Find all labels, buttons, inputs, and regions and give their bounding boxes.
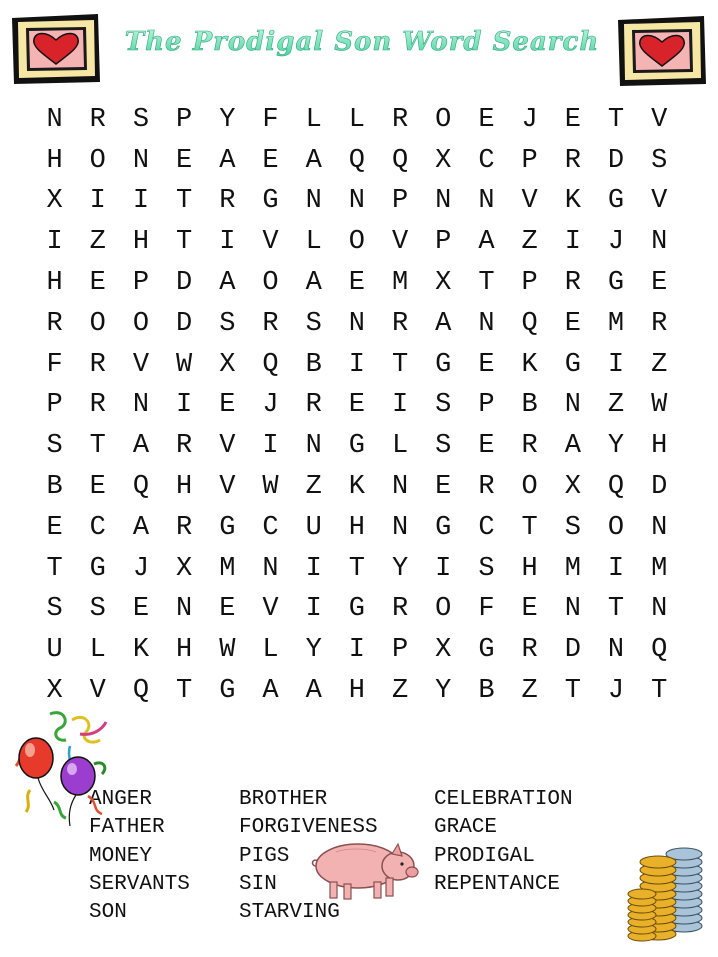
grid-letter: S: [435, 390, 452, 421]
grid-letter: V: [89, 676, 106, 707]
grid-letter: L: [348, 104, 365, 135]
grid-letter: T: [564, 676, 581, 707]
grid-letter: N: [564, 594, 581, 625]
grid-letter: Q: [391, 145, 409, 176]
grid-letter: S: [305, 308, 322, 339]
grid-letter: E: [132, 594, 150, 625]
grid-row: [33, 100, 693, 141]
grid-letter: H: [521, 553, 538, 584]
grid-letter: H: [46, 268, 63, 299]
grid-letter: L: [305, 227, 322, 258]
grid-letter: P: [435, 227, 452, 258]
grid-letter: N: [305, 431, 322, 462]
grid-letter: Q: [348, 145, 365, 176]
grid-letter: C: [89, 512, 106, 543]
grid-letter: Q: [262, 349, 279, 380]
grid-letter: R: [219, 186, 236, 217]
grid-letter: O: [521, 472, 538, 503]
grid-letter: C: [478, 512, 495, 543]
grid-row: [33, 386, 693, 427]
grid-row: [33, 671, 693, 712]
heart-frame-right-icon: [616, 14, 708, 88]
grid-letter: O: [89, 145, 106, 176]
grid-letter: X: [176, 553, 193, 584]
grid-letter: L: [262, 635, 279, 666]
grid-letter: U: [46, 635, 63, 666]
grid-letter: D: [176, 268, 193, 299]
grid-letter: H: [176, 635, 193, 666]
coins-icon: [624, 842, 706, 942]
grid-letter: A: [305, 268, 322, 299]
grid-letter: E: [176, 145, 193, 176]
grid-letter: W: [651, 390, 668, 421]
word-item: STARVING: [239, 901, 340, 925]
grid-letter: X: [435, 145, 452, 176]
grid-row: [33, 222, 693, 263]
grid-letter: E: [348, 390, 365, 421]
grid-letter: G: [607, 268, 625, 299]
grid-row: [33, 508, 693, 549]
grid-letter: J: [262, 390, 279, 421]
grid-letter: S: [435, 431, 452, 462]
grid-letter: R: [391, 594, 409, 625]
grid-row: [33, 590, 693, 631]
grid-letter: N: [651, 512, 668, 543]
word-item: FORGIVENESS: [239, 816, 378, 840]
grid-letter: K: [521, 349, 538, 380]
grid-letter: P: [176, 104, 193, 135]
grid-letter: J: [132, 553, 150, 584]
grid-letter: M: [564, 553, 581, 584]
grid-letter: P: [391, 635, 409, 666]
grid-letter: R: [564, 268, 581, 299]
grid-row: [33, 549, 693, 590]
grid-letter: N: [651, 594, 668, 625]
grid-letter: D: [607, 145, 625, 176]
grid-letter: W: [176, 349, 193, 380]
grid-letter: Y: [305, 635, 322, 666]
grid-letter: E: [564, 104, 581, 135]
grid-letter: B: [521, 390, 538, 421]
grid-letter: G: [348, 431, 365, 462]
grid-letter: N: [478, 308, 495, 339]
grid-letter: O: [262, 268, 279, 299]
grid-letter: B: [305, 349, 322, 380]
word-list-column-3: [434, 786, 573, 899]
grid-letter: G: [262, 186, 279, 217]
grid-letter: S: [46, 594, 63, 625]
grid-letter: A: [132, 512, 150, 543]
grid-letter: T: [478, 268, 495, 299]
grid-letter: X: [564, 472, 581, 503]
grid-letter: K: [132, 635, 150, 666]
grid-letter: S: [564, 512, 581, 543]
grid-letter: H: [46, 145, 63, 176]
grid-letter: R: [651, 308, 668, 339]
grid-letter: F: [478, 594, 495, 625]
grid-letter: D: [176, 308, 193, 339]
grid-letter: R: [176, 431, 193, 462]
grid-letter: I: [348, 635, 365, 666]
balloons-icon: [10, 706, 110, 828]
grid-letter: X: [219, 349, 236, 380]
grid-letter: E: [46, 512, 63, 543]
grid-letter: V: [262, 594, 279, 625]
grid-letter: V: [521, 186, 538, 217]
grid-letter: X: [46, 186, 63, 217]
grid-letter: I: [219, 227, 236, 258]
grid-letter: G: [348, 594, 365, 625]
grid-row: [33, 141, 693, 182]
grid-letter: V: [262, 227, 279, 258]
grid-letter: P: [478, 390, 495, 421]
grid-letter: N: [391, 472, 409, 503]
grid-letter: N: [651, 227, 668, 258]
grid-letter: Q: [651, 635, 668, 666]
grid-letter: Y: [219, 104, 236, 135]
grid-letter: I: [89, 186, 106, 217]
grid-letter: Z: [305, 472, 322, 503]
grid-letter: R: [305, 390, 322, 421]
grid-letter: G: [219, 512, 236, 543]
word-item: PIGS: [239, 844, 290, 868]
grid-letter: T: [348, 553, 365, 584]
grid-letter: N: [564, 390, 581, 421]
grid-letter: X: [435, 635, 452, 666]
grid-letter: X: [46, 676, 63, 707]
heart-frame-left-icon: [10, 12, 102, 86]
grid-letter: I: [305, 594, 322, 625]
grid-letter: R: [262, 308, 279, 339]
grid-letter: K: [348, 472, 365, 503]
grid-letter: D: [564, 635, 581, 666]
grid-letter: P: [46, 390, 63, 421]
word-item: SON: [89, 901, 127, 925]
grid-letter: T: [391, 349, 409, 380]
grid-letter: V: [219, 431, 236, 462]
grid-letter: Y: [391, 553, 409, 584]
grid-letter: R: [391, 104, 409, 135]
grid-row: [33, 345, 693, 386]
grid-letter: Q: [132, 472, 150, 503]
grid-letter: I: [391, 390, 409, 421]
grid-letter: N: [132, 390, 150, 421]
grid-letter: W: [262, 472, 279, 503]
grid-letter: I: [132, 186, 150, 217]
word-item: GRACE: [434, 816, 498, 840]
grid-letter: E: [348, 268, 365, 299]
grid-letter: R: [391, 308, 409, 339]
grid-letter: S: [132, 104, 150, 135]
grid-letter: T: [607, 104, 625, 135]
grid-letter: A: [132, 431, 150, 462]
grid-letter: V: [132, 349, 150, 380]
grid-letter: N: [262, 553, 279, 584]
grid-letter: R: [478, 472, 495, 503]
word-search-grid: [33, 100, 693, 712]
grid-letter: E: [435, 472, 452, 503]
grid-letter: R: [521, 431, 538, 462]
grid-letter: T: [176, 227, 193, 258]
grid-letter: E: [219, 594, 236, 625]
grid-letter: A: [564, 431, 581, 462]
grid-letter: E: [478, 349, 495, 380]
grid-letter: T: [607, 594, 625, 625]
grid-letter: A: [305, 676, 322, 707]
grid-letter: L: [391, 431, 409, 462]
grid-letter: R: [521, 635, 538, 666]
grid-letter: N: [348, 186, 365, 217]
grid-letter: J: [521, 104, 538, 135]
grid-letter: E: [478, 104, 495, 135]
grid-letter: C: [262, 512, 279, 543]
grid-letter: N: [607, 635, 625, 666]
grid-letter: I: [305, 553, 322, 584]
grid-letter: E: [89, 268, 106, 299]
grid-row: [33, 304, 693, 345]
grid-letter: M: [219, 553, 236, 584]
grid-letter: I: [564, 227, 581, 258]
grid-letter: A: [435, 308, 452, 339]
grid-letter: G: [435, 349, 452, 380]
grid-letter: I: [607, 349, 625, 380]
grid-letter: Z: [607, 390, 625, 421]
word-item: CELEBRATION: [434, 788, 573, 811]
grid-letter: G: [564, 349, 581, 380]
grid-letter: G: [219, 676, 236, 707]
grid-letter: R: [564, 145, 581, 176]
grid-row: [33, 182, 693, 223]
grid-letter: E: [219, 390, 236, 421]
grid-letter: R: [89, 349, 106, 380]
grid-letter: A: [219, 145, 236, 176]
grid-letter: Z: [89, 227, 106, 258]
grid-letter: M: [607, 308, 625, 339]
grid-letter: E: [89, 472, 106, 503]
grid-letter: O: [132, 308, 150, 339]
grid-letter: F: [262, 104, 279, 135]
word-item: REPENTANCE: [434, 872, 561, 896]
grid-letter: E: [478, 431, 495, 462]
grid-letter: O: [435, 594, 452, 625]
grid-letter: R: [176, 512, 193, 543]
grid-row: [33, 467, 693, 508]
grid-letter: R: [89, 104, 106, 135]
grid-letter: I: [435, 553, 452, 584]
grid-letter: S: [219, 308, 236, 339]
grid-letter: H: [348, 512, 365, 543]
grid-letter: E: [651, 268, 668, 299]
grid-letter: G: [607, 186, 625, 217]
grid-letter: G: [478, 635, 495, 666]
grid-letter: N: [46, 104, 63, 135]
page-title: [112, 22, 612, 62]
grid-letter: R: [89, 390, 106, 421]
word-item: SIN: [239, 872, 277, 896]
grid-letter: Q: [521, 308, 538, 339]
grid-letter: H: [651, 431, 668, 462]
grid-letter: T: [89, 431, 106, 462]
grid-letter: O: [348, 227, 365, 258]
grid-letter: I: [46, 227, 63, 258]
grid-letter: Z: [521, 676, 538, 707]
grid-letter: Y: [607, 431, 625, 462]
grid-letter: Z: [391, 676, 409, 707]
grid-letter: N: [435, 186, 452, 217]
grid-letter: I: [607, 553, 625, 584]
grid-letter: F: [46, 349, 63, 380]
grid-letter: T: [521, 512, 538, 543]
grid-letter: P: [391, 186, 409, 217]
grid-letter: P: [132, 268, 150, 299]
grid-letter: H: [176, 472, 193, 503]
grid-letter: S: [651, 145, 668, 176]
grid-letter: L: [305, 104, 322, 135]
word-item: SERVANTS: [89, 872, 190, 896]
word-item: FATHER: [89, 816, 165, 840]
grid-row: [33, 630, 693, 671]
grid-letter: D: [651, 472, 668, 503]
grid-letter: V: [219, 472, 236, 503]
grid-letter: N: [478, 186, 495, 217]
word-item: ANGER: [89, 788, 153, 811]
grid-letter: C: [478, 145, 495, 176]
grid-letter: U: [305, 512, 322, 543]
grid-letter: N: [305, 186, 322, 217]
grid-letter: M: [391, 268, 409, 299]
word-item: MONEY: [89, 844, 153, 868]
grid-letter: V: [651, 104, 668, 135]
grid-letter: O: [607, 512, 625, 543]
grid-letter: A: [305, 145, 322, 176]
title-text: The Prodigal Son Word Search: [124, 27, 600, 57]
grid-letter: T: [176, 186, 193, 217]
grid-letter: A: [478, 227, 495, 258]
grid-letter: P: [521, 268, 538, 299]
grid-letter: T: [46, 553, 63, 584]
grid-letter: J: [607, 676, 625, 707]
grid-letter: X: [435, 268, 452, 299]
grid-letter: O: [89, 308, 106, 339]
word-item: BROTHER: [239, 788, 328, 811]
grid-letter: A: [262, 676, 279, 707]
word-item: PRODIGAL: [434, 844, 535, 868]
grid-letter: P: [521, 145, 538, 176]
grid-letter: S: [478, 553, 495, 584]
grid-letter: Q: [132, 676, 150, 707]
grid-letter: O: [435, 104, 452, 135]
grid-letter: N: [391, 512, 409, 543]
grid-letter: R: [46, 308, 63, 339]
grid-letter: H: [348, 676, 365, 707]
grid-letter: A: [219, 268, 236, 299]
grid-row: [33, 426, 693, 467]
grid-letter: I: [262, 431, 279, 462]
grid-letter: L: [89, 635, 106, 666]
grid-letter: G: [435, 512, 452, 543]
grid-letter: E: [521, 594, 538, 625]
grid-letter: T: [651, 676, 668, 707]
pig-icon: [306, 832, 424, 902]
grid-letter: T: [176, 676, 193, 707]
grid-letter: V: [651, 186, 668, 217]
grid-letter: I: [176, 390, 193, 421]
grid-letter: Q: [607, 472, 625, 503]
grid-letter: I: [348, 349, 365, 380]
grid-letter: N: [348, 308, 365, 339]
grid-row: [33, 263, 693, 304]
grid-letter: B: [46, 472, 63, 503]
grid-letter: W: [219, 635, 236, 666]
grid-letter: E: [262, 145, 279, 176]
grid-letter: E: [564, 308, 581, 339]
grid-letter: Z: [651, 349, 668, 380]
grid-letter: Y: [435, 676, 452, 707]
grid-letter: G: [89, 553, 106, 584]
grid-letter: J: [607, 227, 625, 258]
grid-letter: B: [478, 676, 495, 707]
grid-letter: K: [564, 186, 581, 217]
grid-letter: N: [176, 594, 193, 625]
grid-letter: N: [132, 145, 150, 176]
grid-letter: M: [651, 553, 668, 584]
grid-letter: Z: [521, 227, 538, 258]
grid-letter: S: [46, 431, 63, 462]
grid-letter: V: [391, 227, 409, 258]
grid-letter: H: [132, 227, 150, 258]
grid-letter: S: [89, 594, 106, 625]
